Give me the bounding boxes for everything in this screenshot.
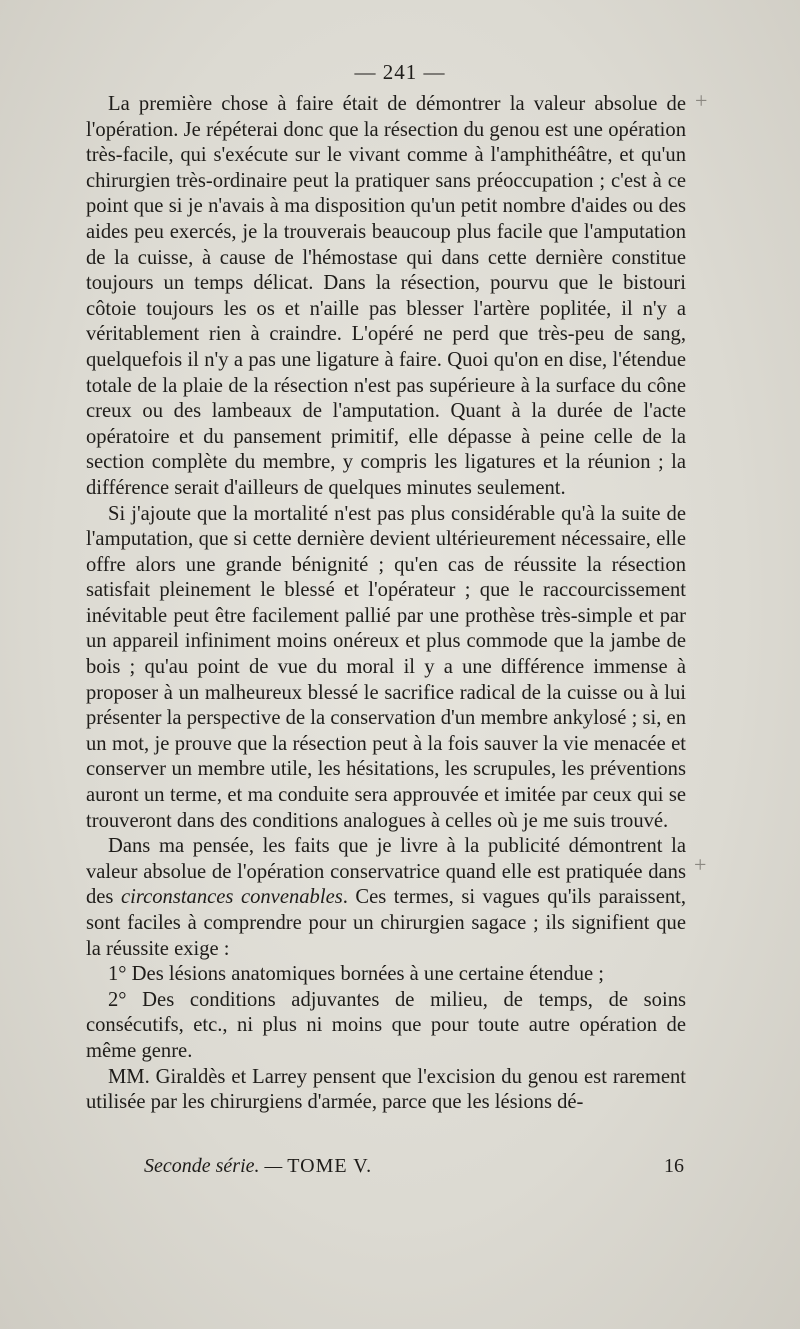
paragraph-text: 1° Des lésions anatomiques bornées à une certaine étendue ; [108, 963, 605, 986]
emphasis-text: circonstances convenables [120, 886, 343, 909]
page-body [86, 92, 686, 1116]
paragraph-p4 [86, 962, 686, 988]
paragraph-p2 [86, 502, 686, 835]
page-number: — 241 — [354, 60, 446, 84]
signature-mark: 16 [664, 1155, 684, 1177]
paragraph-p3 [86, 834, 686, 962]
paragraph-p6 [86, 1065, 686, 1116]
margin-mark-cross: + [695, 88, 708, 113]
paragraph-text: La première chose à faire était de démontrer la valeur absolue de l'opération. Je répéterai donc que la résection du genou est une opération très-facile, qui s'exécute sur le vivant comme à l'amphithéâtre, et qu'un chirurgien très-ordinaire peut la pratiquer sans préoccupation ; c'est à ce point que si je n'avais à ma disposition qu'un petit nombre d'aides ou des aides peu exercés, je la trouverais beaucoup plus facile que l'amputation de la cuisse, à cause de l'hémostase qui dans cette dernière constitue toujours un temps délicat. Dans la résection, pourvu que le bistouri côtoie toujours les os et n'aille pas blesser l'artère poplitée, il n'y a véritablement rien à craindre. L'opéré ne perd que très-peu de sang, quelquefois il n'y a pas une ligature à faire. Quoi qu'on en dise, l'étendue totale de la plaie de la résection n'est pas supérieure à la surface du cône creux ou des lambeaux de l'amputation. Quant à la durée de l'acte opératoire et du pansement primitif, elle dépasse à peine celle de la section complète du membre, y compris les ligatures et la réunion ; la différence serait d'ailleurs de quelques minutes seulement. [86, 93, 686, 499]
paragraph-text: Dans ma pensée, les faits que je livre à la publicité démontrent la valeur absolue de l'opération conservatrice quand elle est pratiquée dans des [86, 835, 686, 909]
paragraph-p1 [86, 92, 686, 502]
paragraph-text: MM. Giraldès et Larrey pensent que l'excision du genou est rarement utilisée par les chirurgiens d'armée, parce que les lésions dé- [86, 1065, 686, 1114]
paragraph-text: . Ces termes, si vagues qu'ils paraissent, sont faciles à comprendre pour un chirurgien sagace ; ils signifient que la réussite exige : [86, 886, 687, 960]
paragraph-p5 [86, 988, 686, 1065]
paragraph-text: Si j'ajoute que la mortalité n'est pas plus considérable qu'à la suite de l'amputation, que si cette dernière devient ultérieurement nécessaire, elle offre alors une grande bénignité ; qu'en cas de réussite la résection satisfait pleinement le blessé et l'opérateur ; que le raccourcissement inévitable peut être facilement pallié par une prothèse très-simple et par un appareil infiniment moins onéreux et plus commode que la jambe de bois ; qu'au point de vue du moral il y a une différence immense à proposer à un malheureux blessé le sacrifice radical de la cuisse ou à lui présenter la perspective de la conservation d'un membre ankylosé ; si, en un mot, je prouve que la résection peut à la fois sauver la vie menacée et conserver un membre utile, les hésitations, les scrupules, les préventions auront un terme, et ma conduite sera approuvée et imitée par ceux qui se trouveront dans des conditions analogues à celles où je me suis trouvé. [86, 502, 686, 832]
margin-mark-cross: + [694, 852, 707, 877]
page-footer [144, 1155, 684, 1178]
paragraph-text: 2° Des conditions adjuvantes de milieu, de temps, de soins consécutifs, etc., ni plus ni moins que pour toute autre opération de même genre. [86, 988, 686, 1062]
footer-series: Seconde série. — TOME V. [144, 1155, 373, 1177]
